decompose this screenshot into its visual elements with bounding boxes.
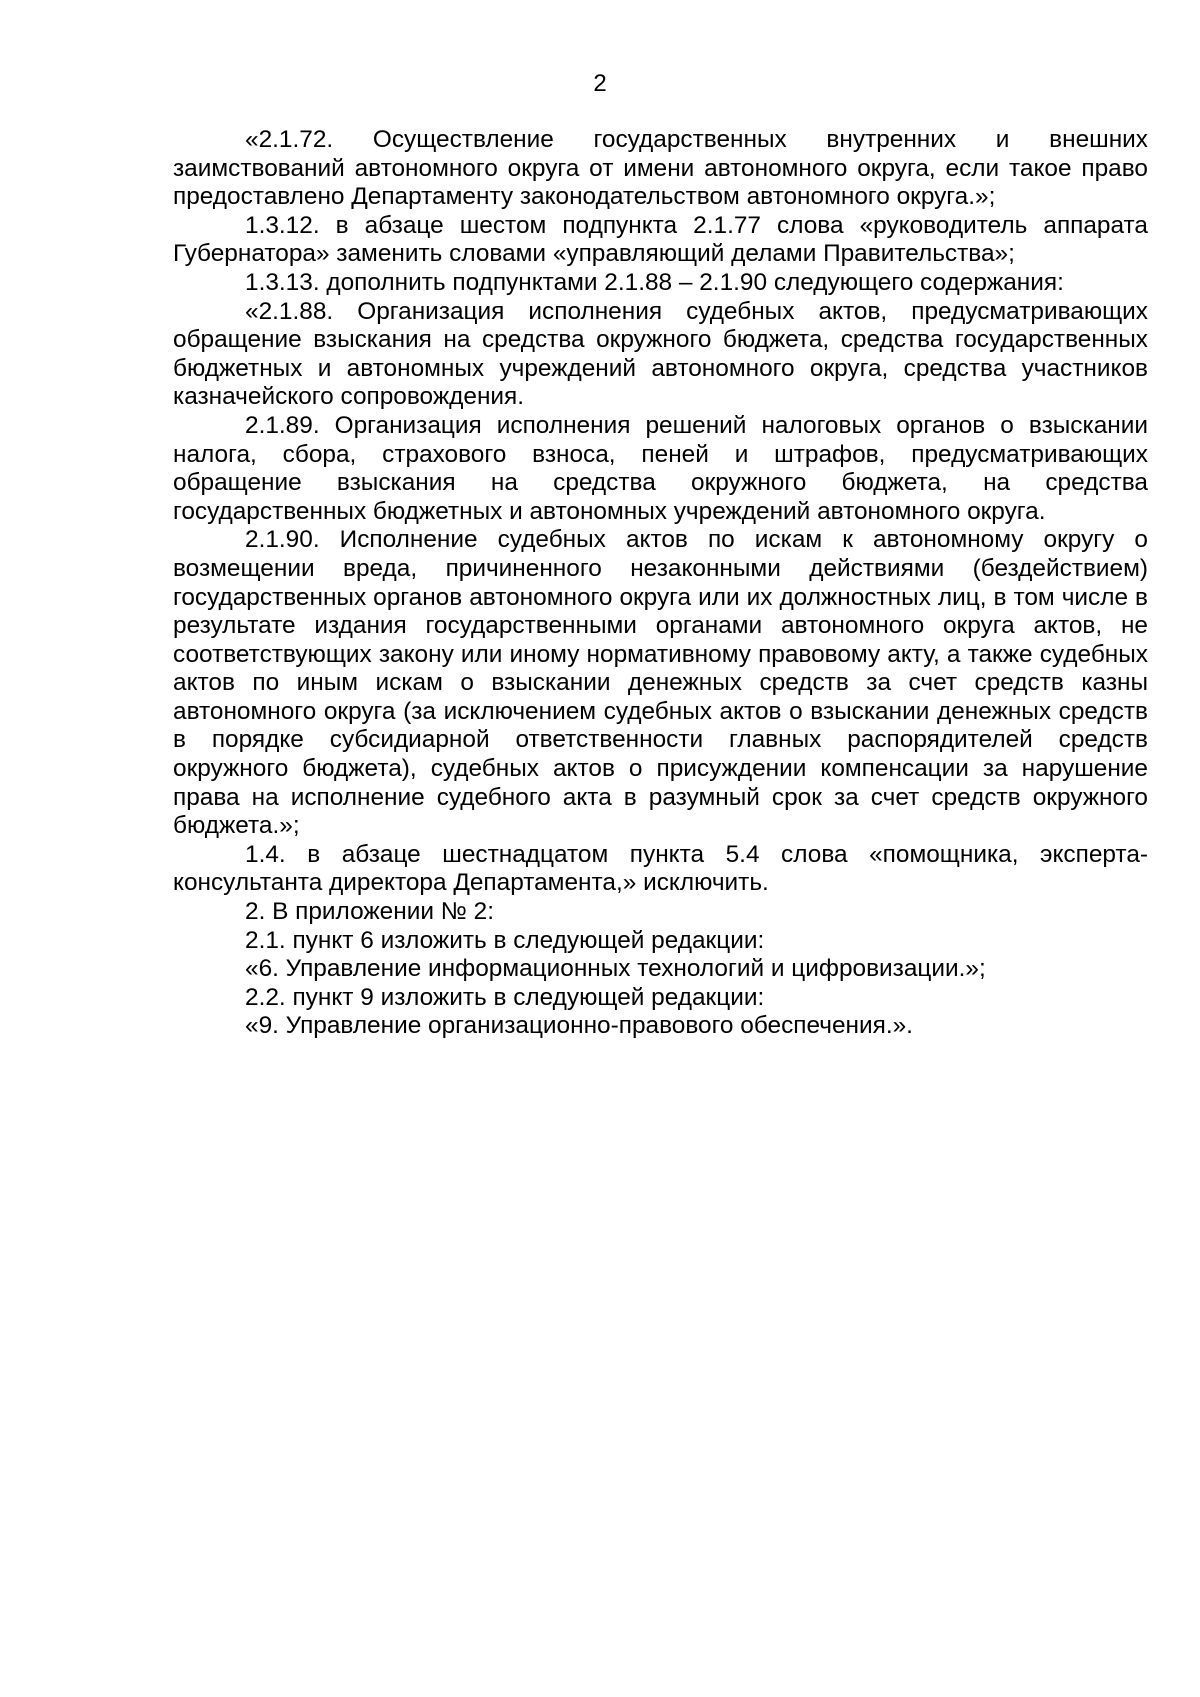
paragraph-2-1-89: 2.1.89. Организация исполнения решений налоговых органов о взыскании налога, сбора, страхового взноса, пеней и штрафов, предусматривающих обращение взыскания на средства окружного бюджета, на средства государственных бюджетных и автономных учреждений автономного округа. bbox=[173, 411, 1148, 525]
paragraph-2-1-88: «2.1.88. Организация исполнения судебных актов, предусматривающих обращение взыскания на средства окружного бюджета, средства государственных бюджетных и автономных учреждений автономного округа, средства участников казначейского сопровождения. bbox=[173, 297, 1148, 411]
paragraph-2-1-72: «2.1.72. Осуществление государственных внутренних и внешних заимствований автономного округа от имени автономного округа, если такое право предоставлено Департаменту законодательством автономного округа.»; bbox=[173, 126, 1148, 211]
paragraph-2-1: 2.1. пункт 6 изложить в следующей редакции: bbox=[245, 926, 765, 954]
paragraph-2: 2. В приложении № 2: bbox=[245, 898, 495, 926]
paragraph-1-3-13: 1.3.13. дополнить подпунктами 2.1.88 – 2.1.90 следующего содержания: bbox=[245, 268, 1064, 296]
page-number: 2 bbox=[593, 70, 607, 97]
paragraph-item-6: «6. Управление информационных технологий и цифровизации.»; bbox=[245, 955, 986, 983]
paragraph-1-3-12: 1.3.12. в абзаце шестом подпункта 2.1.77 слова «руководитель аппарата Губернатора» заменить словами «управляющий делами Правительства»; bbox=[173, 211, 1148, 268]
paragraph-item-9: «9. Управление организационно-правового обеспечения.». bbox=[245, 1012, 913, 1040]
paragraph-1-4: 1.4. в абзаце шестнадцатом пункта 5.4 слова «помощника, эксперта-консультанта директора Департамента,» исключить. bbox=[173, 840, 1148, 897]
paragraph-2-2: 2.2. пункт 9 изложить в следующей редакции: bbox=[245, 983, 765, 1011]
paragraph-2-1-90: 2.1.90. Исполнение судебных актов по искам к автономному округу о возмещении вреда, причиненного незаконными действиями (бездействием) государственных органов автономного округа или их должностных лиц, в том числе в результате издания государственными органами автономного округа актов, не соответствующих закону или иному нормативному правовому акту, а также судебных актов по иным искам о взыскании денежных средств за счет средств казны автономного округа (за исключением судебных актов о взыскании денежных средств в порядке субсидиарной ответственности главных распорядителей средств окружного бюджета), судебных актов о присуждении компенсации за нарушение права на исполнение судебного акта в разумный срок за счет средств окружного бюджета.»; bbox=[173, 526, 1148, 840]
document-body bbox=[173, 126, 1148, 1041]
